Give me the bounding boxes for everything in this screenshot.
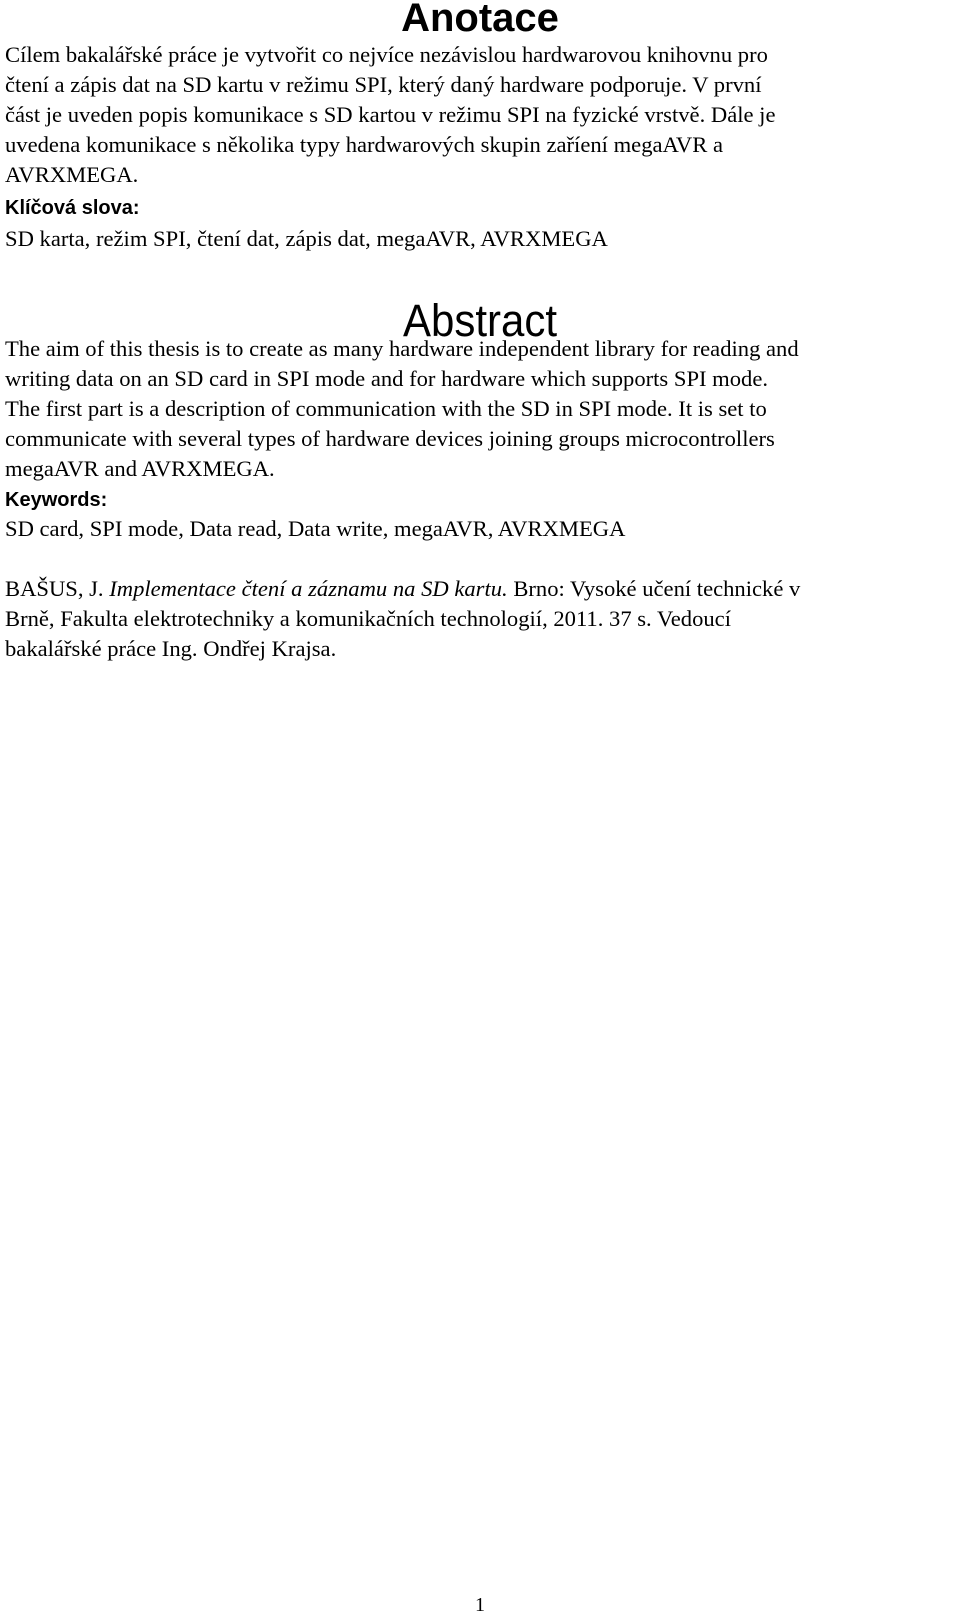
anotace-keywords-label: Klíčová slova:	[5, 197, 140, 219]
citation-line-3: bakalářské práce Ing. Ondřej Krajsa.	[5, 636, 337, 661]
anotace-line-2: čtení a zápis dat na SD kartu v režimu SPI, který daný hardware podporuje. V první	[5, 72, 762, 97]
citation-line-1	[5, 574, 800, 604]
citation-line-2: Brně, Fakulta elektrotechniky a komunikačních technologií, 2011. 37 s. Vedoucí	[5, 606, 731, 631]
abstract-line-2: writing data on an SD card in SPI mode and for hardware which supports SPI mode.	[5, 366, 769, 391]
citation-title: Implementace čtení a záznamu na SD kartu.	[109, 576, 508, 601]
anotace-heading: Anotace	[401, 0, 559, 40]
anotace-line-1: Cílem bakalářské práce je vytvořit co nejvíce nezávislou hardwarovou knihovnu pro	[5, 42, 768, 67]
abstract-heading: Abstract	[402, 295, 558, 346]
abstract-line-4: communicate with several types of hardware devices joining groups microcontrollers	[5, 426, 775, 451]
anotace-line-4: uvedena komunikace s několika typy hardwarových skupin zaříení megaAVR a	[5, 132, 723, 157]
abstract-keywords: SD card, SPI mode, Data read, Data write, megaAVR, AVRXMEGA	[5, 516, 626, 541]
anotace-line-5: AVRXMEGA.	[5, 162, 139, 187]
citation-publisher: Brno: Vysoké učení technické v	[507, 576, 801, 601]
anotace-keywords: SD karta, režim SPI, čtení dat, zápis dat, megaAVR, AVRXMEGA	[5, 226, 608, 251]
page-number: 1	[475, 1594, 485, 1616]
abstract-line-1: The aim of this thesis is to create as many hardware independent library for reading and	[5, 336, 799, 361]
anotace-line-3: část je uveden popis komunikace s SD kartou v režimu SPI na fyzické vrstvě. Dále je	[5, 102, 776, 127]
abstract-keywords-label: Keywords:	[5, 489, 108, 511]
citation-author: BAŠUS, J.	[5, 576, 110, 601]
abstract-line-3: The first part is a description of communication with the SD in SPI mode. It is set to	[5, 396, 767, 421]
abstract-line-5: megaAVR and AVRXMEGA.	[5, 456, 275, 481]
